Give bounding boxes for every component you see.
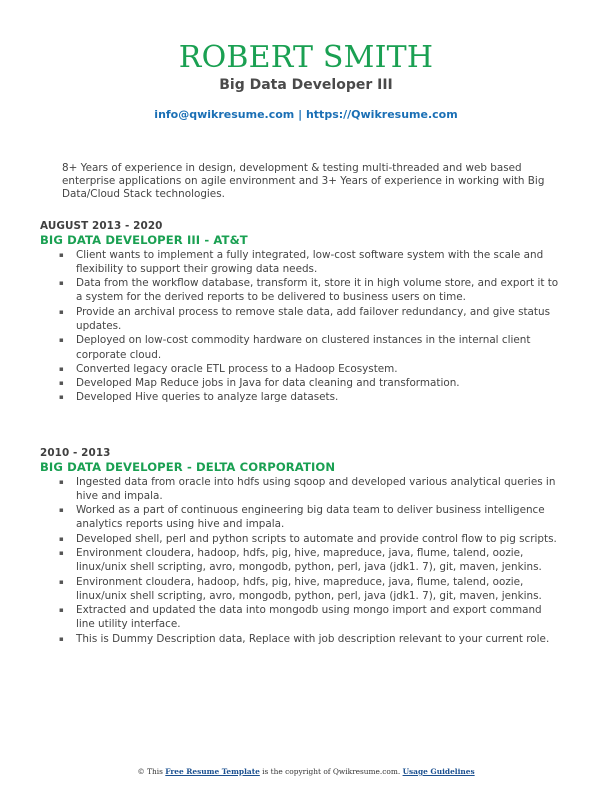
experience-entry <box>40 220 560 405</box>
website-link[interactable]: https://Qwikresume.com <box>305 108 458 121</box>
bullet-item: ▪ Worked as a part of continuous engineering big data team to deliver business intelligence analytics reports using hive and impala. <box>40 503 560 532</box>
bullet-item: ▪ Developed shell, perl and python scripts to automate and provide control flow to pig scripts. <box>40 532 560 546</box>
bullet-item: ▪ Ingested data from oracle into hdfs using sqoop and developed various analytical queries in hive and impala. <box>40 475 560 504</box>
job-date: 2010 - 2013 <box>40 447 111 459</box>
job-date: AUGUST 2013 - 2020 <box>40 220 163 232</box>
job-title: BIG DATA DEVELOPER III - AT&T <box>40 232 248 247</box>
footer-prefix: © This <box>137 767 166 776</box>
bullet-item: ▪ Converted legacy oracle ETL process to a Hadoop Ecosystem. <box>40 362 560 376</box>
candidate-title: Big Data Developer III <box>219 77 393 93</box>
resume-header <box>0 40 612 122</box>
bullet-item: ▪ Environment cloudera, hadoop, hdfs, pig, hive, mapreduce, java, flume, talend, oozie, linux/unix shell scripting, avro, mongodb, python, perl, java (jdk1. 7), git, maven, jenkins. <box>40 546 560 575</box>
job-bullets <box>40 248 560 405</box>
summary-paragraph: 8+ Years of experience in design, development & testing multi-threaded and web based enterprise applications on agile environment and 3+ Years of experience in working with Big Data/Cloud Stack technologies. <box>62 162 545 200</box>
bullet-item: ▪ Deployed on low-cost commodity hardware on clustered instances in the internal client corporate cloud. <box>40 333 560 362</box>
bullet-item: ▪ Extracted and updated the data into mongodb using mongo import and export command line utility interface. <box>40 603 560 632</box>
email-link[interactable]: info@qwikresume.com <box>154 108 295 121</box>
contact-separator: | <box>294 108 306 121</box>
copyright-footer <box>0 767 612 776</box>
bullet-item: ▪ Environment cloudera, hadoop, hdfs, pig, hive, mapreduce, java, flume, talend, oozie, linux/unix shell scripting, avro, mongodb, python, perl, java (jdk1. 7), git, maven, jenkins. <box>40 575 560 604</box>
bullet-item: ▪ Data from the workflow database, transform it, store it in high volume store, and export it to a system for the derived reports to be delivered to business users on time. <box>40 276 560 305</box>
bullet-item: ▪ Client wants to implement a fully integrated, low-cost software system with the scale and flexibility to support their growing data needs. <box>40 248 560 277</box>
bullet-item: ▪ Provide an archival process to remove stale data, add failover redundancy, and give status updates. <box>40 305 560 334</box>
bullet-item: ▪ Developed Hive queries to analyze large datasets. <box>40 390 560 404</box>
job-bullets <box>40 475 560 647</box>
job-title: BIG DATA DEVELOPER - DELTA CORPORATION <box>40 459 336 474</box>
candidate-name: ROBERT SMITH <box>178 40 434 75</box>
experience-entry <box>40 447 560 646</box>
usage-guidelines-link[interactable]: Usage Guidelines <box>402 767 475 776</box>
bullet-item: ▪ This is Dummy Description data, Replace with job description relevant to your current role. <box>40 632 560 646</box>
bullet-item: ▪ Developed Map Reduce jobs in Java for data cleaning and transformation. <box>40 376 560 390</box>
free-resume-template-link[interactable]: Free Resume Template <box>165 767 260 776</box>
footer-middle: is the copyright of Qwikresume.com. <box>259 767 403 776</box>
contact-line <box>0 108 612 122</box>
